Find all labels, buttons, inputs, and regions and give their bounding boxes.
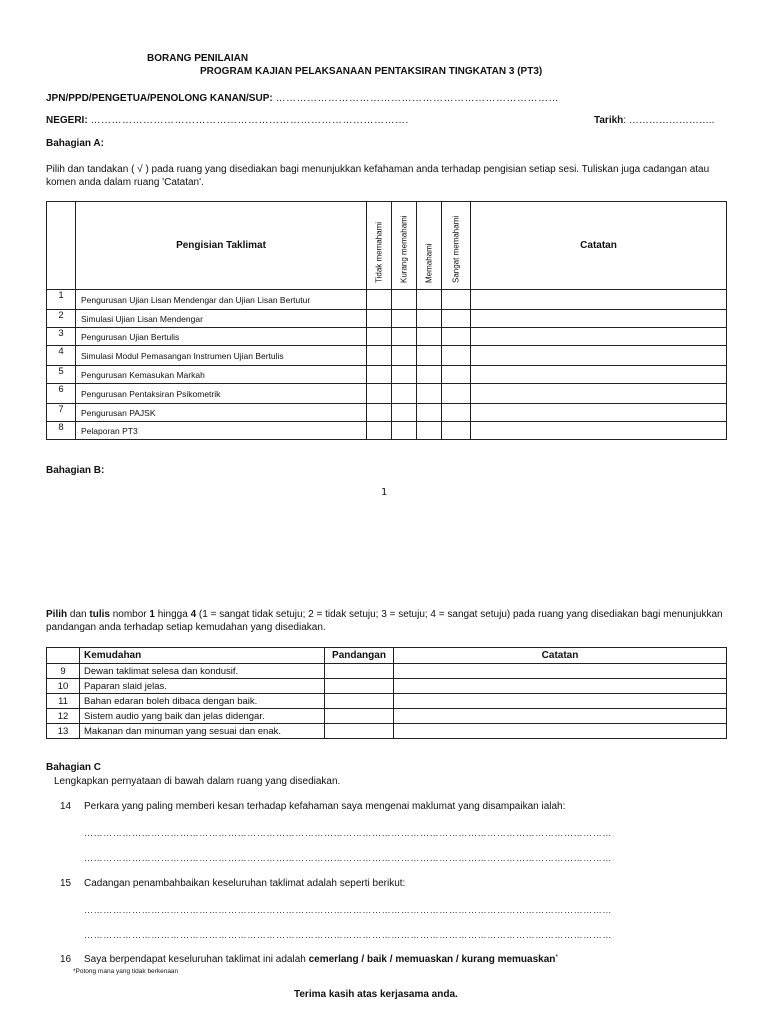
rating-cell[interactable]	[442, 384, 471, 404]
header-rating-2: Kurang memahami	[392, 202, 417, 290]
rating-cell[interactable]	[392, 422, 417, 440]
notes-cell[interactable]	[471, 290, 727, 310]
tarikh-field[interactable]	[594, 115, 714, 126]
negeri-dots: ……………………………………………………………………………….	[90, 115, 409, 126]
answer-15-line-1[interactable]: …………………………………………………………………………………………………………………………………………………	[84, 905, 612, 915]
rating-cell[interactable]	[392, 404, 417, 422]
jpn-label: JPN/PPD/PENGETUA/PENOLONG KANAN/SUP:	[46, 93, 273, 104]
notes-cell[interactable]	[394, 694, 727, 709]
header-rating-1: Tidak memahami	[367, 202, 392, 290]
row-number: 9	[47, 664, 80, 679]
instr-text: nombor	[109, 609, 150, 620]
rating-cell[interactable]	[392, 384, 417, 404]
program-title: PROGRAM KAJIAN PELAKSANAAN PENTAKSIRAN TINGKATAN 3 (PT3)	[200, 66, 543, 77]
header-item: Kemudahan	[80, 648, 325, 664]
section-c-instruction: Lengkapkan pernyataan di bawah dalam ruang yang disediakan.	[54, 776, 341, 787]
instr-text: hingga	[154, 609, 191, 620]
row-number: 11	[47, 694, 80, 709]
section-b-heading: Bahagian B:	[46, 465, 105, 476]
row-label: Sistem audio yang baik dan jelas didengar.	[80, 709, 325, 724]
table-row	[47, 422, 727, 440]
rating-cell[interactable]	[392, 346, 417, 366]
notes-cell[interactable]	[471, 366, 727, 384]
negeri-field[interactable]	[46, 115, 409, 126]
rating-cell[interactable]	[442, 328, 471, 346]
table-header-row	[47, 648, 727, 664]
row-label: Paparan slaid jelas.	[80, 679, 325, 694]
header-rating: Pandangan	[325, 648, 394, 664]
instr-bold-4: 4	[190, 609, 197, 620]
rating-cell[interactable]	[417, 422, 442, 440]
rating-cell[interactable]	[442, 310, 471, 328]
rating-cell[interactable]	[367, 384, 392, 404]
notes-cell[interactable]	[471, 346, 727, 366]
rating-cell[interactable]	[367, 310, 392, 328]
jpn-field[interactable]	[46, 93, 559, 104]
row-number: 3	[47, 328, 76, 346]
table-row	[47, 709, 727, 724]
row-number: 7	[47, 404, 76, 422]
answer-15-line-2[interactable]: …………………………………………………………………………………………………………………………………………………	[84, 930, 612, 940]
instr-text: dan	[67, 609, 90, 620]
header-number	[47, 202, 76, 290]
header-rating-3: Memahami	[417, 202, 442, 290]
notes-cell[interactable]	[471, 328, 727, 346]
rating-cell[interactable]	[442, 404, 471, 422]
answer-14-line-1[interactable]: …………………………………………………………………………………………………………………………………………………	[84, 828, 612, 838]
row-number: 6	[47, 384, 76, 404]
rating-cell[interactable]	[367, 346, 392, 366]
notes-cell[interactable]	[471, 384, 727, 404]
notes-cell[interactable]	[471, 422, 727, 440]
thanks-message: Terima kasih atas kerjasama anda.	[294, 989, 458, 1000]
table-row	[47, 384, 727, 404]
instr-text: (1 = sangat tidak setuju; 2 = tidak setuju; 3 = setuju; 4 = sangat setuju) pada ruang yang disediakan bagi menunjukkan pandangan anda terhadap setiap kemudahan yang disediakan.	[46, 609, 723, 633]
row-number: 8	[47, 422, 76, 440]
table-row	[47, 664, 727, 679]
question-16-text: Saya berpendapat keseluruhan taklimat ini adalah	[84, 954, 309, 965]
row-number: 13	[47, 724, 80, 739]
notes-cell[interactable]	[394, 709, 727, 724]
rating-cell[interactable]	[325, 694, 394, 709]
question-16-options[interactable]: cemerlang / baik / memuaskan / kurang memuaskan	[308, 954, 556, 965]
question-14: Perkara yang paling memberi kesan terhadap kefahaman saya mengenai maklumat yang disampaikan ialah:	[84, 801, 566, 812]
rating-cell[interactable]	[392, 290, 417, 310]
rating-cell[interactable]	[367, 404, 392, 422]
rating-cell[interactable]	[442, 366, 471, 384]
rating-cell[interactable]	[392, 310, 417, 328]
rating-cell[interactable]	[367, 328, 392, 346]
page-number: 1	[381, 487, 388, 498]
notes-cell[interactable]	[471, 310, 727, 328]
table-row	[47, 404, 727, 422]
notes-cell[interactable]	[394, 664, 727, 679]
rating-cell[interactable]	[417, 384, 442, 404]
row-number: 2	[47, 310, 76, 328]
row-label: Pengurusan Ujian Lisan Mendengar dan Ujian Lisan Bertutur	[76, 290, 367, 310]
table-row	[47, 328, 727, 346]
header-number	[47, 648, 80, 664]
rating-cell[interactable]	[325, 709, 394, 724]
row-label: Pengurusan Pentaksiran Psikometrik	[76, 384, 367, 404]
rating-cell[interactable]	[442, 346, 471, 366]
notes-cell[interactable]	[471, 404, 727, 422]
instr-bold-tulis: tulis	[89, 609, 110, 620]
jpn-dots: ………………………………………………………………………	[275, 93, 559, 104]
rating-cell[interactable]	[367, 366, 392, 384]
row-label: Pengurusan Ujian Bertulis	[76, 328, 367, 346]
tarikh-label: Tarikh	[594, 115, 624, 126]
row-label: Pengurusan PAJSK	[76, 404, 367, 422]
header-notes: Catatan	[471, 202, 727, 290]
table-row	[47, 679, 727, 694]
row-label: Dewan taklimat selesa dan kondusif.	[80, 664, 325, 679]
table-row	[47, 366, 727, 384]
table-header-row	[47, 202, 727, 290]
rating-cell[interactable]	[442, 422, 471, 440]
notes-cell[interactable]	[394, 724, 727, 739]
rating-cell[interactable]	[417, 310, 442, 328]
table-row	[47, 310, 727, 328]
footnote: *Potong mana yang tidak berkenaan	[73, 968, 179, 975]
row-number: 10	[47, 679, 80, 694]
question-14-number: 14	[60, 801, 72, 812]
section-b-table	[46, 647, 727, 739]
rating-cell[interactable]	[417, 290, 442, 310]
question-16-number: 16	[60, 954, 72, 965]
row-label: Simulasi Modul Pemasangan Instrumen Ujian Bertulis	[76, 346, 367, 366]
table-row	[47, 724, 727, 739]
table-row	[47, 290, 727, 310]
rating-cell[interactable]	[367, 422, 392, 440]
row-number: 1	[47, 290, 76, 310]
answer-14-line-2[interactable]: …………………………………………………………………………………………………………………………………………………	[84, 853, 612, 863]
row-number: 4	[47, 346, 76, 366]
rating-cell[interactable]	[325, 664, 394, 679]
row-number: 5	[47, 366, 76, 384]
header-notes: Catatan	[394, 648, 727, 664]
rating-cell[interactable]	[417, 404, 442, 422]
header-item: Pengisian Taklimat	[76, 202, 367, 290]
section-b-instruction	[46, 608, 726, 634]
rating-cell[interactable]	[392, 366, 417, 384]
rating-cell[interactable]	[442, 290, 471, 310]
tarikh-dots: : ……………………..	[623, 115, 715, 126]
rating-cell[interactable]	[325, 679, 394, 694]
question-15-number: 15	[60, 878, 72, 889]
section-a-table	[46, 201, 727, 440]
instr-bold-1: 1	[149, 609, 155, 620]
section-c-heading: Bahagian C	[46, 762, 102, 773]
table-row	[47, 694, 727, 709]
rating-cell[interactable]	[367, 290, 392, 310]
rating-cell[interactable]	[325, 724, 394, 739]
row-label: Bahan edaran boleh dibaca dengan baik.	[80, 694, 325, 709]
negeri-label: NEGERI:	[46, 115, 88, 126]
rating-cell[interactable]	[392, 328, 417, 346]
row-label: Pelaporan PT3	[76, 422, 367, 440]
instr-bold-pilih: Pilih	[46, 609, 68, 620]
section-a-instruction: Pilih dan tandakan ( √ ) pada ruang yang disediakan bagi menunjukkan kefahaman anda terhadap pengisian setiap sesi. Tuliskan juga cadangan atau komen anda dalam ruang 'Catatan'.	[46, 164, 710, 188]
form-title: BORANG PENILAIAN	[147, 53, 249, 64]
question-15: Cadangan penambahbaikan keseluruhan taklimat adalah seperti berikut:	[84, 878, 406, 889]
rating-cell[interactable]	[417, 366, 442, 384]
row-label: Pengurusan Kemasukan Markah	[76, 366, 367, 384]
row-number: 12	[47, 709, 80, 724]
rating-cell[interactable]	[417, 328, 442, 346]
question-16	[84, 954, 558, 965]
table-row	[47, 346, 727, 366]
section-a-heading: Bahagian A:	[46, 138, 104, 149]
row-label: Simulasi Ujian Lisan Mendengar	[76, 310, 367, 328]
notes-cell[interactable]	[394, 679, 727, 694]
header-rating-4: Sangat memahami	[442, 202, 471, 290]
rating-cell[interactable]	[417, 346, 442, 366]
row-label: Makanan dan minuman yang sesuai dan enak.	[80, 724, 325, 739]
question-16-star: *	[555, 954, 559, 961]
